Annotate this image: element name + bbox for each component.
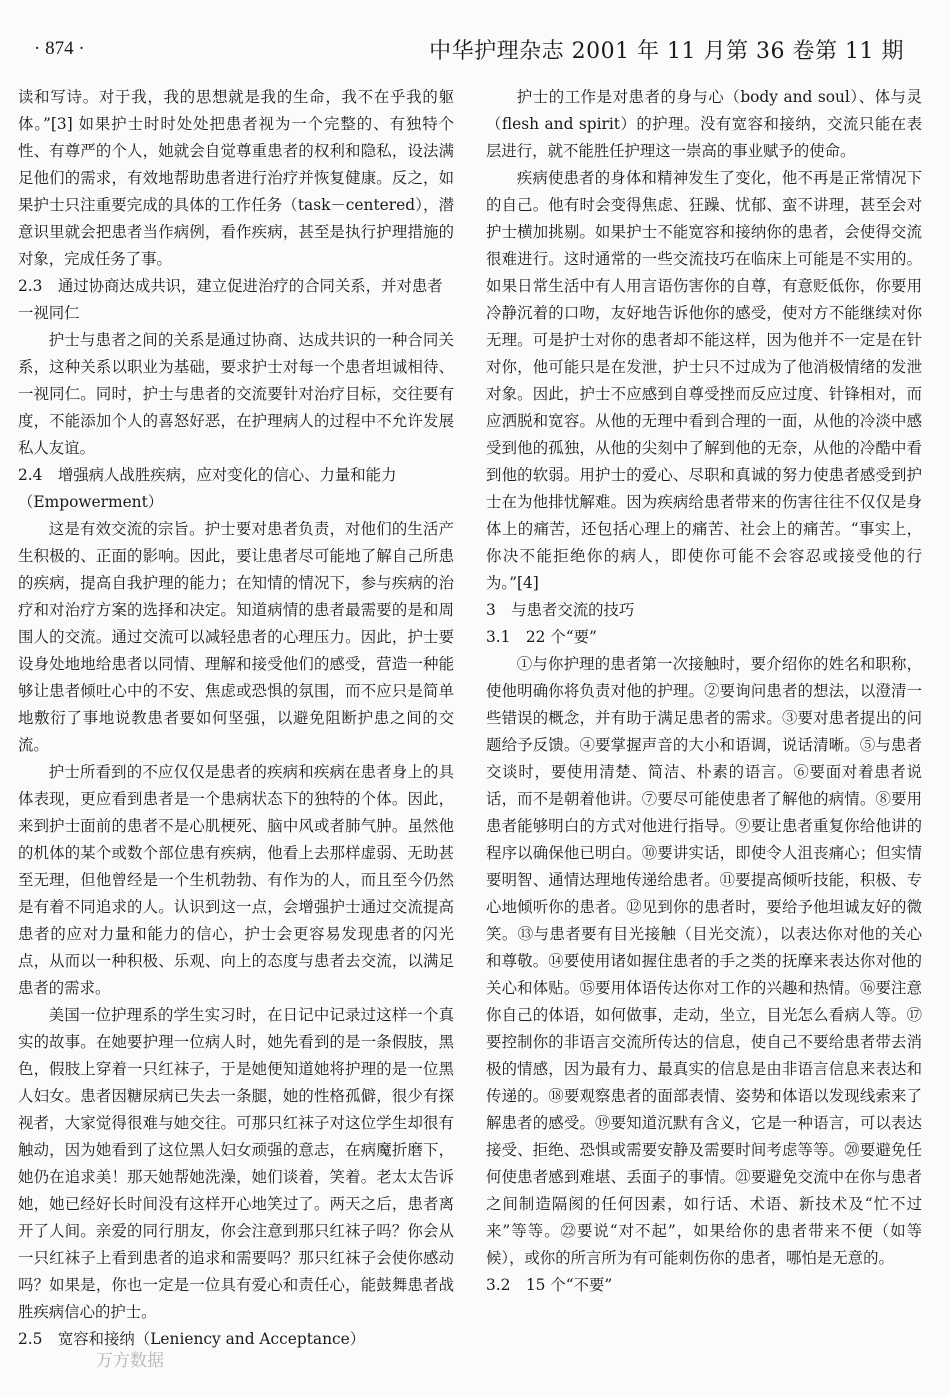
watermark: 万方数据 [96,1351,164,1371]
section-heading-3-2: 3.2 15 个“不要” [486,1276,613,1294]
journal-running-title: 中华护理杂志 2001 年 11 月第 36 卷第 11 期 [429,39,904,64]
paragraph: 读和写诗。对于我，我的思想就是我的生命，我不在乎我的躯体。”[3] 如果护士时时处处把患者视为一个完整的、有独特个性、有尊严的个人，她就会自觉尊重患者的权利和隐私，设法满足他们的需求，有效地帮助患者进行治疗并恢复健康。反之，如果护士只注重要完成的具体的工作任务（task－centered），潜意识里就会把患者当作病例，看作疾病，甚至是执行护理措施的对象，完成任务了事。 [18,88,454,268]
paragraph: 护士与患者之间的关系是通过协商、达成共识的一种合同关系，这种关系以职业为基础，要求护士对每一个患者坦诚相待、一视同仁。同时，护士与患者的交流要针对治疗目标，交往要有度，不能添加个人的喜怒好恶，在护理病人的过程中不允许发展私人友谊。 [18,331,454,457]
paragraph: 护士的工作是对患者的身与心（body and soul）、体与灵（flesh and spirit）的护理。没有宽容和接纳，交流只能在表层进行，就不能胜任护理这一崇高的事业赋予的使命。 [486,88,922,160]
paragraph: 护士所看到的不应仅仅是患者的疾病和疾病在患者身上的具体表现，更应看到患者是一个患病状态下的独特的个体。因此，来到护士面前的患者不是心肌梗死、脑中风或者肺气肿。虽然他的机体的某个或数个部位患有疾病，他看上去那样虚弱、无助甚至无理，但他曾经是一个生机勃勃、有作为的人，而且至今仍然是有着不同追求的人。认识到这一点，会增强护士通过交流提高患者的应对力量和能力的信心，护士会更容易发现患者的闪光点，从而以一种积极、乐观、向上的态度与患者去交流，以满足患者的需求。 [18,763,454,997]
paragraph: 疾病使患者的身体和精神发生了变化，他不再是正常情况下的自己。他有时会变得焦虑、狂躁、忧郁、蛮不讲理，甚至会对护士横加挑剔。如果护士不能宽容和接纳你的患者，会使得交流很难进行。这时通常的一些交流技巧在临床上可能是不实用的。如果日常生活中有人用言语伤害你的自尊，有意贬低你，你要用冷静沉着的口吻，友好地告诉他你的感受，使对方不能继续对你无理。可是护士对你的患者却不能这样，因为他并不一定是在针对你，他可能只是在发泄，护士只不过成为了他消极情绪的发泄对象。因此，护士不应感到自尊受挫而反应过度、针锋相对，而应洒脱和宽容。从他的无理中看到合理的一面，从他的冷淡中感受到他的孤独，从他的尖刻中了解到他的无奈，从他的冷酷中看到他的软弱。用护士的爱心、尽职和真诚的努力使患者感受到护士在为他排忧解难。因为疾病给患者带来的伤害往往不仅仅是身体上的痛苦，还包括心理上的痛苦、社会上的痛苦。“事实上，你决不能拒绝你的病人，即使你可能不会容忍或接受他的行为。”[4] [486,169,922,592]
section-heading-2-5: 2.5 宽容和接纳（Leniency and Acceptance） [18,1330,366,1348]
section-heading-2-3: 2.3 通过协商达成共识，建立促进治疗的合同关系，并对患者一视同仁 [18,277,443,322]
paragraph: 这是有效交流的宗旨。护士要对患者负责，对他们的生活产生积极的、正面的影响。因此，要让患者尽可能地了解自己所患的疾病，提高自我护理的能力；在知情的情况下，参与疾病的治疗和对治疗方案的选择和决定。知道病情的患者最需要的是和周围人的交流。通过交流可以减轻患者的心理压力。因此，护士要设身处地地给患者以同情、理解和接受他们的感受，营造一种能够让患者倾吐心中的不安、焦虑或恐惧的氛围，而不应只是简单地敷衍了事地说教患者要如何坚强，以避免阻断护患之间的交流。 [18,520,454,754]
paragraph: ①与你护理的患者第一次接触时，要介绍你的姓名和职称，使他明确你将负责对他的护理。②要询问患者的想法，以澄清一些错误的概念，并有助于满足患者的需求。③要对患者提出的问题给予反馈。④要掌握声音的大小和语调，说话清晰。⑤与患者交谈时，要使用清楚、简洁、朴素的语言。⑥要面对着患者说话，而不是朝着他讲。⑦要尽可能使患者了解他的病情。⑧要用患者能够明白的方式对他进行指导。⑨要让患者重复你给他讲的程序以确保他已明白。⑩要讲实话，即使令人沮丧痛心；但实情要明智、通情达理地传递给患者。⑪要提高倾听技能，积极、专心地倾听你的患者。⑫见到你的患者时，要给予他坦诚友好的微笑。⑬与患者要有目光接触（目光交流），以表达你对他的关心和尊敬。⑭要使用诸如握住患者的手之类的抚摩来表达你对他的关心和体贴。⑮要用体语传达你对工作的兴趣和热情。⑯要注意你自己的体语，如何做事，走动，坐立，目光怎么看病人等。⑰要控制你的非语言交流所传达的信息，使自己不要给患者带去消极的情感，因为最有力、最真实的信息是由非语言信息来表达和传递的。⑱要观察患者的面部表情、姿势和体语以发现线索来了解患者的感受。⑲要知道沉默有含义，它是一种语言，可以表达接受、拒绝、恐惧或需要安静及需要时间考虑等等。⑳要避免任何使患者感到难堪、丢面子的事情。㉑要避免交流中在你与患者之间制造隔阂的任何因素，如行话、术语、新技术及“忙不过来”等等。㉒要说“对不起”，如果给你的患者带来不便（如等候），或你的所言所为有可能刺伤你的患者，哪怕是无意的。 [486,655,922,1267]
page-header [0,38,950,72]
section-heading-2-4: 2.4 增强病人战胜疾病，应对变化的信心、力量和能力（Empowerment） [18,466,397,511]
page-number: · 874 · [34,38,85,59]
left-column [18,84,454,1353]
section-heading-3-1: 3.1 22 个“要” [486,628,597,646]
paragraph: 美国一位护理系的学生实习时，在日记中记录过这样一个真实的故事。在她要护理一位病人时，她先看到的是一条假肢，黑色，假肢上穿着一只红袜子，于是她便知道她将护理的是一位黑人妇女。患者因糖尿病已失去一条腿，她的性格孤僻，很少有探视者，大家觉得很难与她交往。可那只红袜子对这位学生却很有触动，因为她看到了这位黑人妇女顽强的意志，在病魔折磨下，她仍在追求美！那天她帮她洗澡，她们谈着，笑着。老太太告诉她，她已经好长时间没有这样开心地笑过了。两天之后，患者离开了人间。亲爱的同行朋友，你会注意到那只红袜子吗？你会从一只红袜子上看到患者的追求和需要吗？那只红袜子会使你感动吗？如果是，你也一定是一位具有爱心和责任心，能鼓舞患者战胜疾病信心的护士。 [18,1006,454,1321]
section-heading-3: 3 与患者交流的技巧 [486,601,635,619]
right-column [486,84,922,1299]
